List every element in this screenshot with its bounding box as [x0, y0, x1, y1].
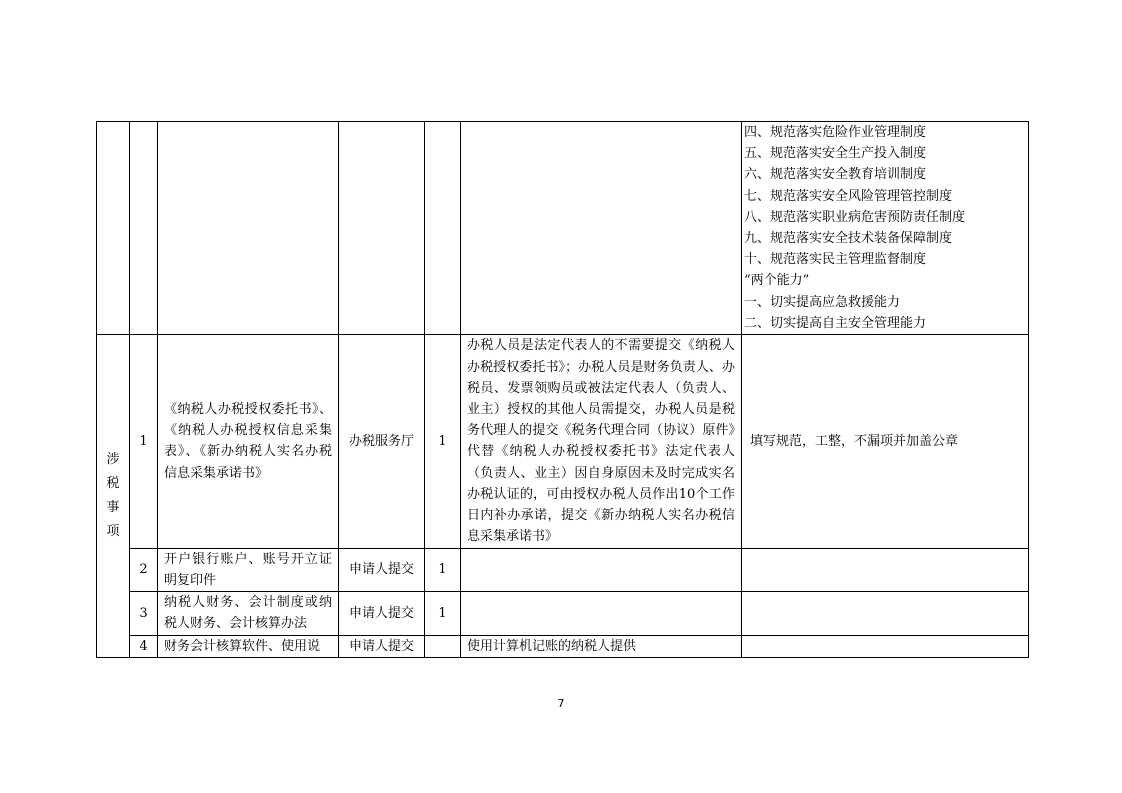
table-row [97, 334, 1029, 548]
table-row [97, 548, 1029, 591]
source-cell: 办税服务厅 [339, 334, 425, 548]
notes-cell [461, 548, 742, 591]
table-row [97, 592, 1029, 635]
continued-row [97, 122, 1029, 335]
source-cell: 申请人提交 [339, 635, 425, 657]
requirement-line: 八、规范落实职业病危害预防责任制度 [744, 209, 966, 225]
category-cell [97, 334, 130, 657]
page-number: 7 [557, 697, 565, 710]
continued-notes-cell [461, 122, 742, 335]
requirement-line: 七、规范落实安全风险管理管控制度 [744, 188, 953, 204]
category-char: 涉 [106, 451, 120, 467]
notes-cell [461, 592, 742, 635]
copies-cell: 1 [425, 334, 461, 548]
category-char: 税 [106, 475, 120, 491]
requirement-cell: 填写规范，工整，不漏项并加盖公章 [742, 334, 1029, 548]
continued-requirements-cell [742, 122, 1029, 335]
requirement-cell [742, 592, 1029, 635]
material-cell: 纳税人财务、会计制度或纳税人财务、会计核算办法 [158, 592, 339, 635]
notes-cell: 使用计算机记账的纳税人提供 [461, 635, 742, 657]
category-char: 项 [106, 523, 120, 539]
continued-copies-cell [425, 122, 461, 335]
material-cell: 《纳税人办税授权委托书》、《纳税人办税授权信息采集表》、《新办纳税人实名办税信息采集承诺书》 [158, 334, 339, 548]
continued-material-cell [158, 122, 339, 335]
requirement-line: 九、规范落实安全技术装备保障制度 [744, 230, 953, 246]
copies-cell: 1 [425, 548, 461, 591]
requirement-line: 四、规范落实危险作业管理制度 [744, 125, 927, 140]
requirement-cell [742, 548, 1029, 591]
requirement-line: 六、规范落实安全教育培训制度 [744, 167, 927, 183]
source-cell: 申请人提交 [339, 592, 425, 635]
material-cell: 财务会计核算软件、使用说 [158, 635, 339, 657]
row-number: 1 [130, 334, 158, 548]
copies-cell: 1 [425, 592, 461, 635]
continued-source-cell [339, 122, 425, 335]
continued-no-cell [130, 122, 158, 335]
requirement-line: 五、规范落实安全生产投入制度 [744, 146, 927, 162]
materials-table [96, 121, 1029, 658]
requirement-line: 二、切实提高自主安全管理能力 [744, 315, 927, 331]
row-number: 4 [130, 635, 158, 657]
requirement-line: “两个能力” [744, 273, 810, 289]
row-number: 2 [130, 548, 158, 591]
continued-category-cell [97, 122, 130, 335]
category-char: 事 [106, 499, 120, 515]
copies-cell [425, 635, 461, 657]
requirement-line: 一、切实提高应急救援能力 [744, 294, 901, 310]
requirement-line: 十、规范落实民主管理监督制度 [744, 252, 927, 268]
table-row [97, 635, 1029, 657]
row-number: 3 [130, 592, 158, 635]
material-cell: 开户银行账户、账号开立证明复印件 [158, 548, 339, 591]
source-cell: 申请人提交 [339, 548, 425, 591]
requirement-cell [742, 635, 1029, 657]
notes-cell: 办税人员是法定代表人的不需要提交《纳税人办税授权委托书》；办税人员是财务负责人、办税员、发票领购员或被法定代表人（负责人、业主）授权的其他人员需提交，办税人员是税务代理人的提交《税务代理合同（协议）原件》代替《纳税人办税授权委托书》法定代表人（负责人、业主）因自身原因未及时完成实名办税认证的，可由授权办税人员作出10个工作日内补办承诺，提交《新办纳税人实名办税信息采集承诺书》 [461, 334, 742, 548]
